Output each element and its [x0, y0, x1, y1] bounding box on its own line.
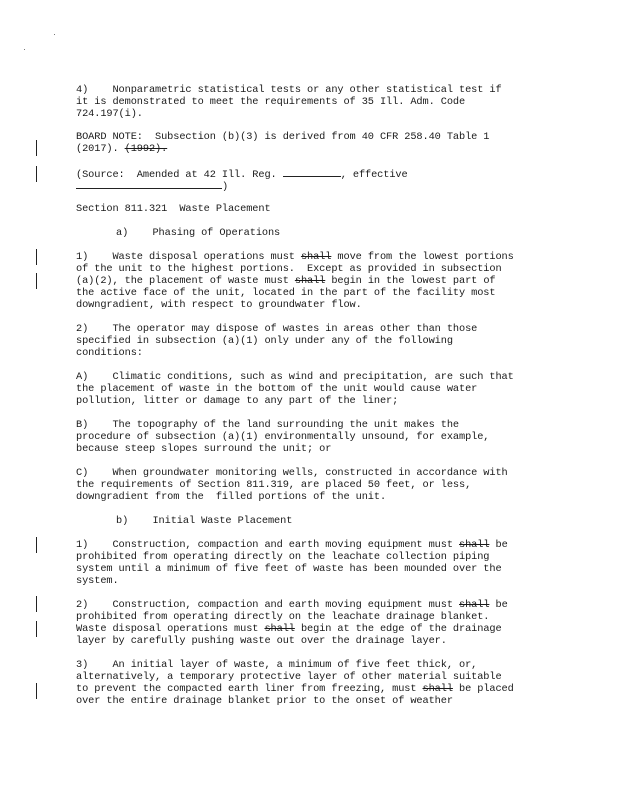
text-line: over the entire drainage blanket prior to the onset of weather	[76, 695, 453, 707]
struck-text: shall	[459, 599, 490, 611]
struck-text: shall	[294, 275, 326, 287]
struck-text: shall	[459, 539, 490, 551]
text-span: 2) Construction, compaction and earth moving equipment must	[76, 599, 459, 611]
revision-bar	[36, 249, 37, 265]
struck-text: shall	[264, 623, 295, 635]
revision-bar	[36, 596, 37, 612]
revision-bar	[36, 621, 37, 637]
text-span: be	[489, 599, 508, 611]
text-span: 1) Construction, compaction and earth moving equipment must	[76, 539, 459, 551]
text-line: the placement of waste in the bottom of the unit would cause water	[76, 383, 478, 395]
subsection-heading: a) Phasing of Operations	[116, 227, 281, 239]
struck-text: shall	[422, 683, 453, 695]
text-span: be	[489, 539, 508, 551]
text-span: (2017).	[76, 143, 125, 155]
text-span: (Source: Amended at 42 Ill. Reg.	[76, 169, 283, 181]
text-span: to prevent the compacted earth liner from freezing, must	[76, 683, 423, 695]
text-line: 3) An initial layer of waste, a minimum of five feet thick, or,	[76, 659, 478, 671]
text-line	[76, 683, 514, 695]
struck-text: shall	[300, 251, 332, 263]
text-line: prohibited from operating directly on the leachate drainage blanket.	[76, 611, 490, 623]
text-span: 1) Waste disposal operations must	[76, 251, 301, 263]
scan-speck	[54, 34, 55, 35]
struck-text: (1992).	[124, 143, 168, 155]
text-line	[76, 599, 508, 611]
text-span: begin at the edge of the drainage	[294, 623, 502, 635]
text-line: conditions:	[76, 347, 143, 359]
board-note-line	[76, 143, 167, 155]
text-span: be placed	[452, 683, 514, 695]
blank-underline	[283, 167, 341, 177]
text-span: )	[222, 181, 229, 193]
text-line: the requirements of Section 811.319, are placed 50 feet, or less,	[76, 479, 472, 491]
blank-underline	[76, 179, 222, 189]
text-line: alternatively, a temporary protective layer of other material suitable	[76, 671, 502, 683]
revision-bar	[36, 273, 37, 289]
text-line: specified in subsection (a)(1) only under any of the following	[76, 335, 453, 347]
text-line: layer by carefully pushing waste out over the drainage layer.	[76, 635, 447, 647]
text-line: downgradient, with respect to groundwater flow.	[76, 299, 362, 311]
section-title: Section 811.321 Waste Placement	[76, 203, 271, 215]
text-line	[76, 539, 508, 551]
scan-speck	[24, 49, 25, 50]
text-line: system.	[76, 575, 119, 587]
text-line	[76, 251, 514, 263]
source-note-line	[76, 179, 228, 193]
text-span: Waste disposal operations must	[76, 623, 265, 635]
text-line: because steep slopes surround the unit; or	[76, 443, 332, 455]
text-line: downgradient from the filled portions of the unit.	[76, 491, 387, 503]
revision-bar	[36, 140, 37, 156]
revision-bar	[36, 683, 37, 699]
text-line: procedure of subsection (a)(1) environmentally unsound, for example,	[76, 431, 490, 443]
text-line: C) When groundwater monitoring wells, constructed in accordance with	[76, 467, 508, 479]
text-line: pollution, litter or damage to any part of the liner;	[76, 395, 399, 407]
subsection-heading: b) Initial Waste Placement	[116, 515, 293, 527]
text-line: B) The topography of the land surrounding the unit makes the	[76, 419, 459, 431]
text-span: , effective	[340, 169, 408, 181]
revision-bar	[36, 537, 37, 553]
text-line: the active face of the unit, located in the part of the facility most	[76, 287, 496, 299]
text-line: it is demonstrated to meet the requirements of 35 Ill. Adm. Code	[76, 96, 466, 108]
text-line: system until a minimum of five feet of waste has been mounded over the	[76, 563, 502, 575]
text-span: (a)(2), the placement of waste must	[76, 275, 295, 287]
board-note-line: BOARD NOTE: Subsection (b)(3) is derived from 40 CFR 258.40 Table 1	[76, 131, 490, 143]
text-line	[76, 623, 502, 635]
text-span: begin in the lowest part of	[325, 275, 496, 287]
text-line: of the unit to the highest portions. Except as provided in subsection	[76, 263, 502, 275]
text-line: A) Climatic conditions, such as wind and precipitation, are such that	[76, 371, 514, 383]
text-span: move from the lowest portions	[331, 251, 514, 263]
text-line: prohibited from operating directly on the leachate collection piping	[76, 551, 490, 563]
text-line	[76, 275, 495, 287]
revision-bar	[36, 166, 37, 182]
text-line: 2) The operator may dispose of wastes in areas other than those	[76, 323, 478, 335]
text-line: 724.197(i).	[76, 108, 143, 120]
text-line: 4) Nonparametric statistical tests or any other statistical test if	[76, 84, 502, 96]
